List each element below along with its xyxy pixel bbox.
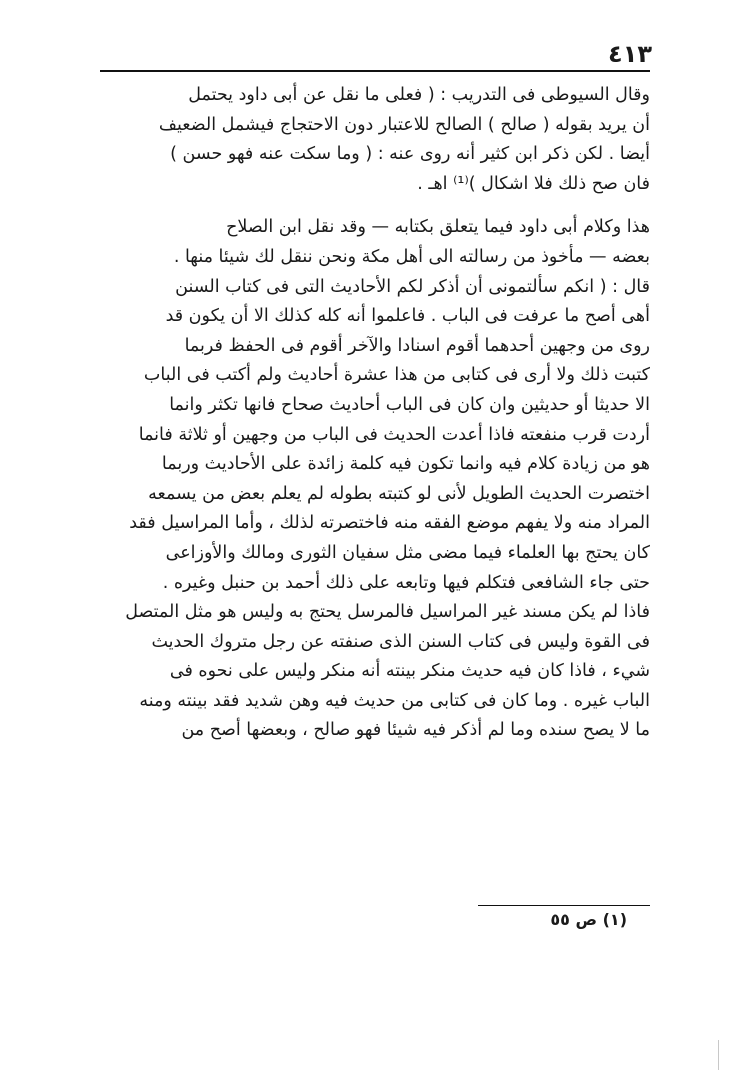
text-line: أردت قرب منفعته فاذا أعدت الحديث فى الباب من وجهين أو ثلاثة فانما [138, 424, 650, 445]
paragraph-4 [100, 598, 650, 746]
text-line: فاذا لم يكن مسند غير المراسيل فالمرسل يحتج به وليس هو مثل المتصل [125, 602, 650, 623]
text-line: كتبت ذلك ولا أرى فى كتابى من هذا عشرة أحاديث ولم أكتب فى الباب [143, 365, 650, 386]
text-line: المراد منه ولا يفهم موضع الفقه منه فاختصرته لذلك ، وأما المراسيل فقد [129, 513, 650, 534]
text-line: أهى أصح ما عرفت فى الباب . فاعلموا أنه كله كذلك الا أن يكون قد [165, 306, 650, 327]
text-line: أن يريد بقوله ( صالح ) الصالح للاعتبار دون الاحتجاج فيشمل الضعيف [158, 114, 650, 135]
text-line: ما لا يصح سنده وما لم أذكر فيه شيئا فهو صالح ، وبعضها أصح من [181, 720, 650, 741]
text-line: هذا وكلام أبى داود فيما يتعلق بكتابه — وقد نقل ابن الصلاح [226, 217, 650, 238]
text-line: فان صح ذلك فلا اشكال )⁽¹⁾ اهـ . [417, 173, 650, 194]
text-line: اختصرت الحديث الطويل لأنى لو كتبته بطوله لم يعلم بعض من يسمعه [148, 483, 650, 504]
paragraph-gap [100, 199, 650, 213]
paragraph-1 [100, 81, 650, 199]
text-line: وقال السيوطى فى التدريب : ( فعلى ما نقل عن أبى داود يحتمل [188, 85, 650, 105]
text-line: الباب غيره . وما كان فى كتابى من حديث فيه وهن شديد فقد بينته ومنه [139, 690, 650, 711]
header-rule [100, 70, 650, 72]
text-line: كان يحتج بها العلماء فيما مضى مثل سفيان الثورى ومالك والأوزاعى [165, 542, 650, 563]
text-line: فى القوة وليس فى كتاب السنن الذى صنفته عن رجل متروك الحديث [151, 631, 650, 652]
footnote: (١) ص ٥٥ [550, 910, 627, 929]
footnote-rule [478, 905, 650, 906]
text-line: الا حديثا أو حديثين وان كان فى الباب أحاديث صحاح فانها تكثر وانما [169, 394, 650, 415]
paragraph-2 [100, 213, 650, 272]
paragraph-3 [100, 273, 650, 599]
text-line: هو من زيادة كلام فيه وانما تكون فيه كلمة زائدة على الأحاديث وربما [161, 454, 650, 475]
text-line: بعضه — مأخوذ من رسالته الى أهل مكة ونحن ننقل لك شيئا منها . [173, 246, 650, 267]
text-line: روى من وجهين أحدهما أقوم اسنادا والآخر أقوم فى الحفظ فربما [184, 335, 650, 356]
body-text [100, 81, 650, 746]
text-line: حتى جاء الشافعى فتكلم فيها وتابعه على ذلك أحمد بن حنبل وغيره . [162, 572, 650, 593]
scan-edge-mark [718, 1040, 719, 1070]
text-line: قال : ( انكم سألتمونى أن أذكر لكم الأحاديث التى فى كتاب السنن [175, 276, 650, 297]
text-line: شيء ، فاذا كان فيه حديث منكر بينته أنه منكر وليس على نحوه فى [169, 661, 650, 682]
page-number: ٤١٣ [608, 40, 652, 68]
text-line: أيضا . لكن ذكر ابن كثير أنه روى عنه : ( وما سكت عنه فهو حسن ) [170, 144, 650, 165]
